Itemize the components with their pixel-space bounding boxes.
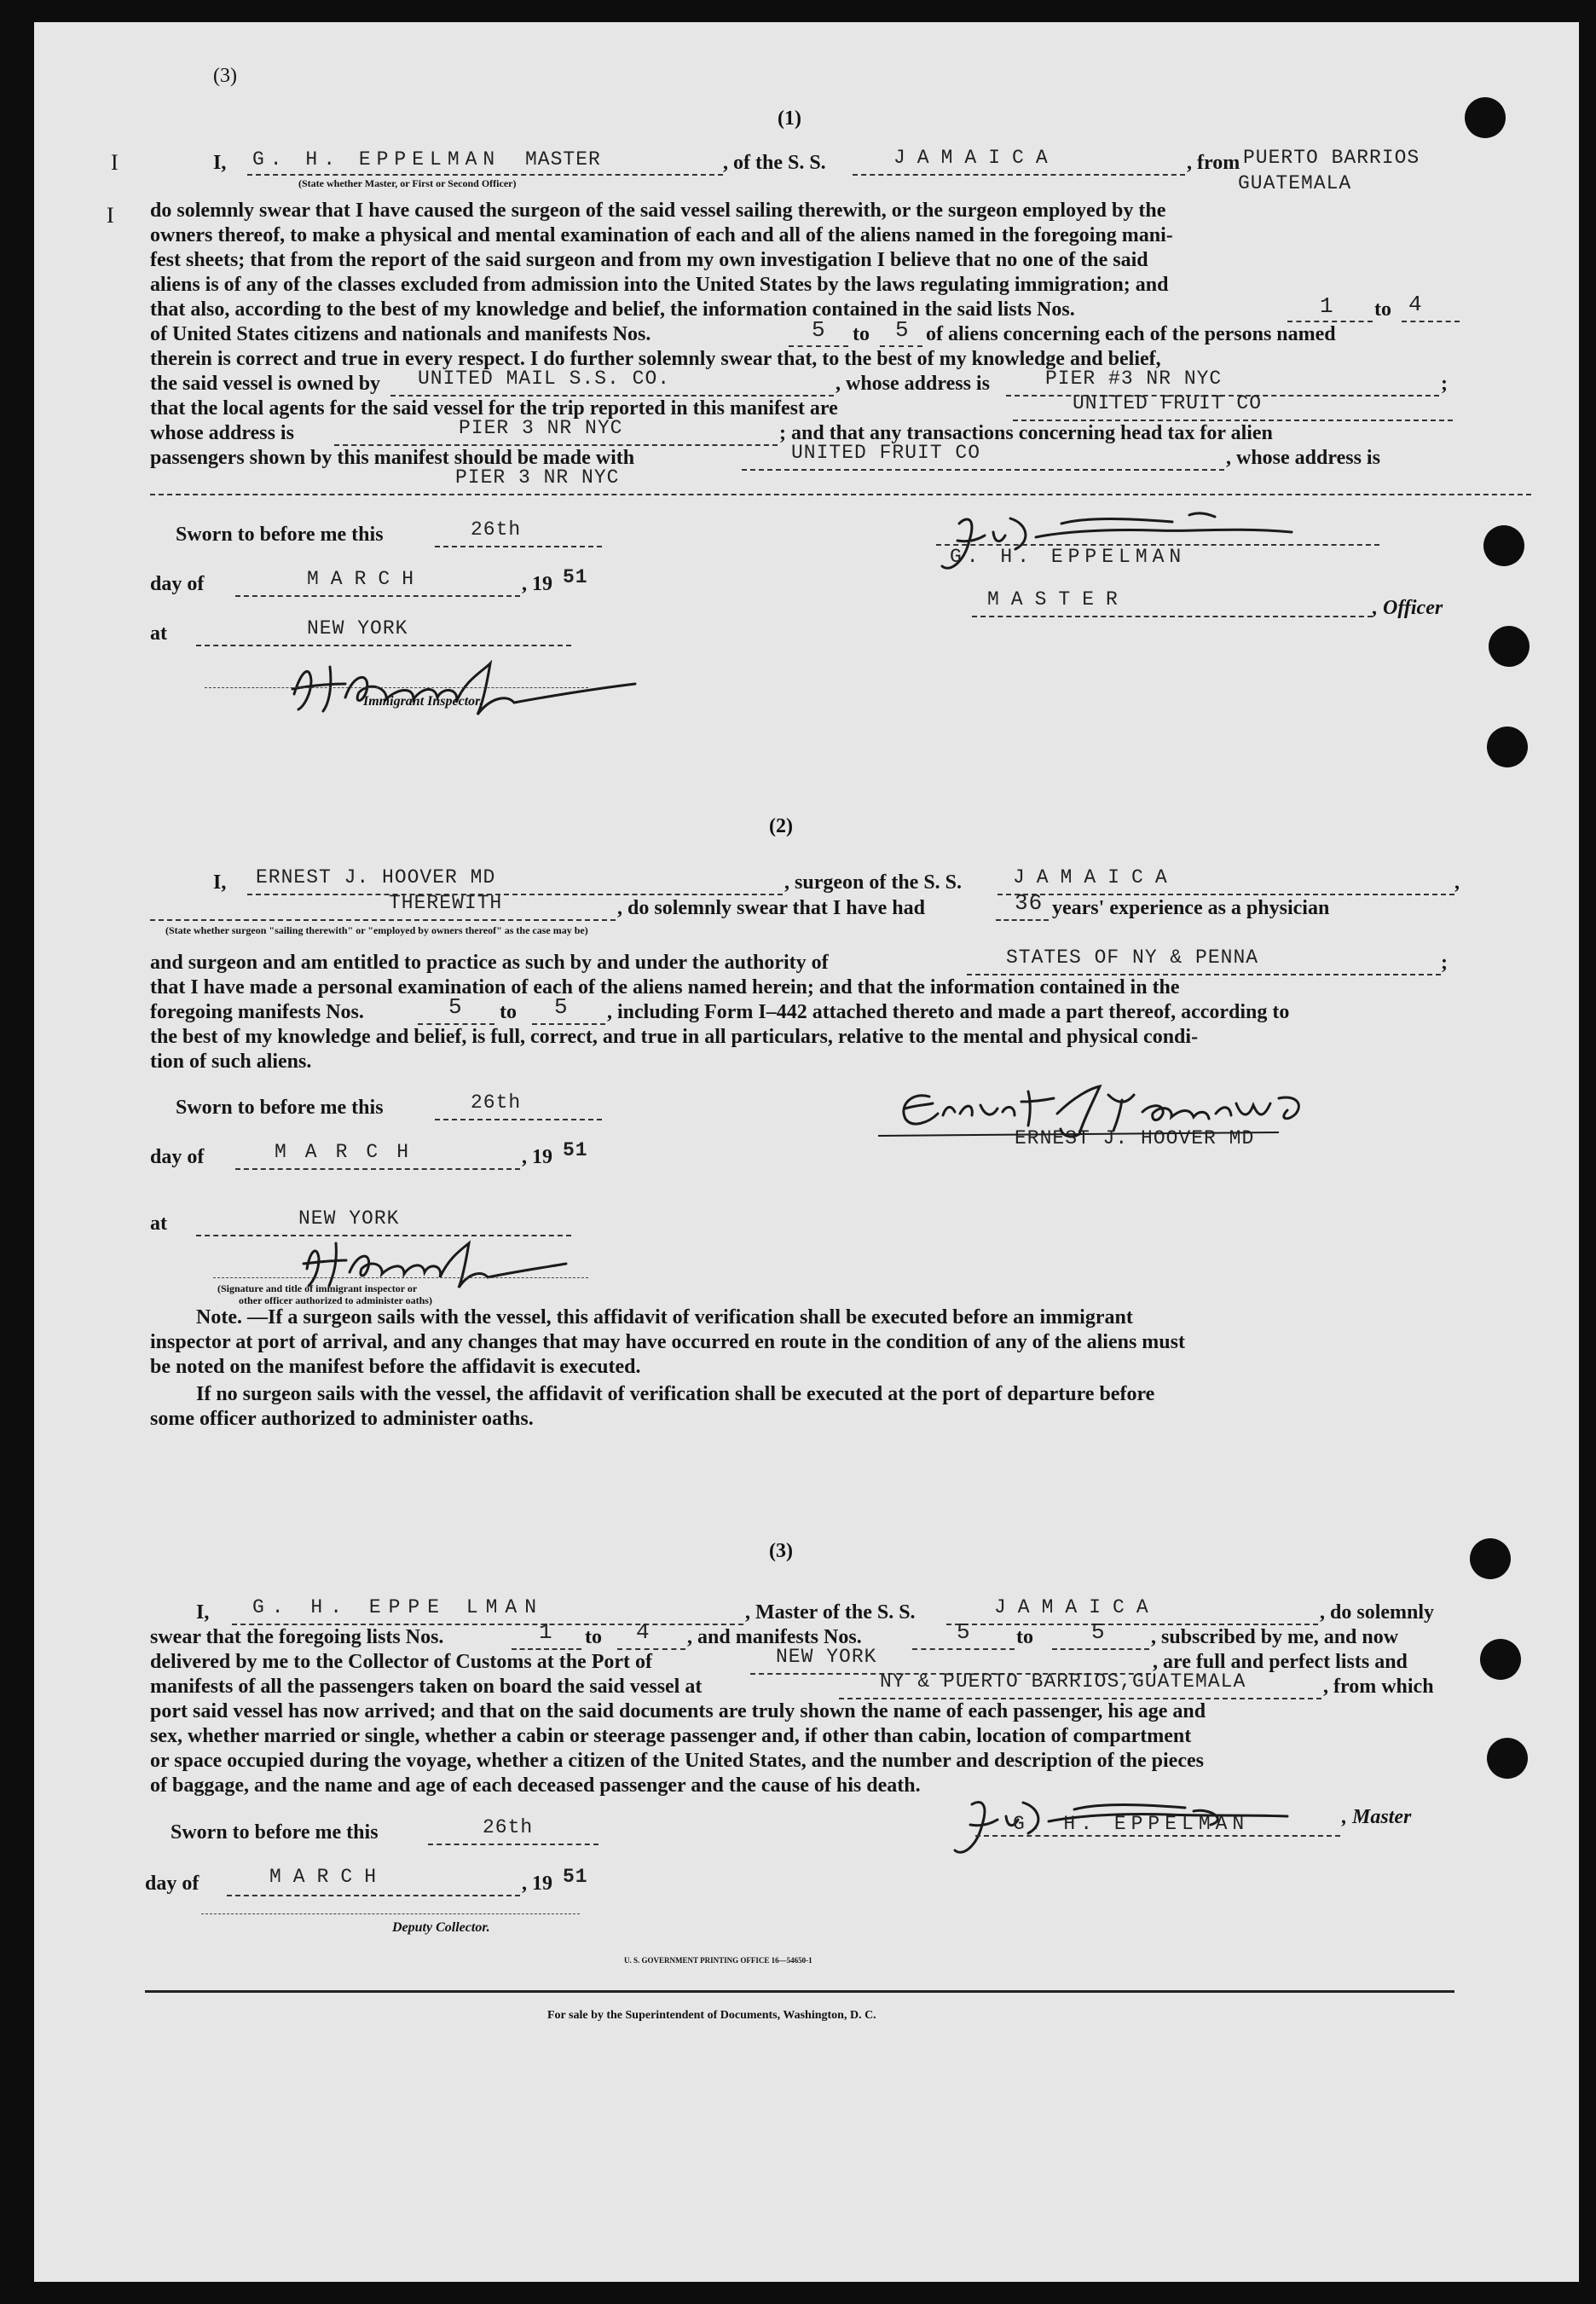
s1-sworn-day: 26th	[471, 518, 522, 541]
s1-officer-title-line	[972, 616, 1373, 617]
s1-semicolon: ;	[1441, 373, 1448, 395]
s1-text: whose address is	[150, 422, 294, 444]
s3-text: , from which	[1323, 1676, 1434, 1698]
s2-years-line	[996, 919, 1049, 921]
printing-office: U. S. GOVERNMENT PRINTING OFFICE 16—54650-1	[624, 1956, 812, 1965]
s2-sig-note: (Signature and title of immigrant inspector or	[217, 1282, 418, 1294]
s1-to: to	[853, 323, 870, 345]
margin-mark: I	[111, 150, 119, 175]
document-page	[34, 22, 1579, 2282]
s1-headtax-line	[742, 469, 1224, 471]
binder-hole	[1470, 1538, 1511, 1579]
s1-text: ; and that any transactions concerning head tax for alien	[779, 422, 1273, 444]
s2-day-of: day of	[150, 1146, 205, 1168]
s2-sailing-line	[150, 919, 616, 921]
s2-sworn-day: 26th	[471, 1091, 522, 1114]
s1-lists-to-line	[1402, 321, 1460, 322]
s1-owner-line	[390, 395, 834, 397]
s2-man-from-line	[418, 1023, 494, 1025]
s2-name-line	[247, 894, 783, 895]
s2-sworn-label: Sworn to before me this	[176, 1097, 384, 1119]
s3-text: , do solemnly	[1320, 1601, 1435, 1624]
s2-surgeon-typed: ERNEST J. HOOVER MD	[1015, 1127, 1255, 1149]
s1-master-title: MASTER	[525, 148, 601, 171]
s2-note-text: inspector at port of arrival, and any changes that may have occurred en route in the condition of any of the aliens must	[150, 1331, 1185, 1353]
s1-prefix: I,	[213, 152, 227, 174]
s3-sworn-day: 26th	[483, 1816, 534, 1838]
s2-text: , do solemnly swear that I have had	[617, 897, 925, 919]
s1-year: 51	[563, 566, 588, 588]
s3-year: 51	[563, 1866, 588, 1888]
s3-prefix: I,	[196, 1601, 210, 1624]
s1-place: NEW YORK	[307, 617, 408, 640]
s2-comma: ,	[1454, 871, 1460, 894]
footer-rule	[145, 1990, 1454, 1993]
s3-text: of baggage, and the name and age of each deceased passenger and the cause of his death.	[150, 1774, 921, 1797]
for-sale-note: For sale by the Superintendent of Documents, Washington, D. C.	[547, 2009, 876, 2022]
s2-note-text: If no surgeon sails with the vessel, the affidavit of verification shall be executed at the port of departure before	[196, 1383, 1155, 1405]
s3-text: delivered by me to the Collector of Customs at the Port of	[150, 1651, 652, 1673]
corner-mark: (3)	[213, 65, 237, 87]
s3-sworn-label: Sworn to before me this	[171, 1821, 379, 1844]
s3-text: , subscribed by me, and now	[1151, 1626, 1399, 1648]
s1-officer-title: MASTER	[987, 588, 1130, 611]
s3-master-name: G. H. EPPE LMAN	[252, 1596, 545, 1618]
s1-man-to-line	[880, 345, 922, 347]
s3-deputy-label: Deputy Collector.	[392, 1920, 490, 1935]
s2-text: that I have made a personal examination of each of the aliens named herein; and that the information contained in the	[150, 976, 1180, 999]
binder-hole	[1480, 1639, 1521, 1680]
s2-month-line	[235, 1168, 520, 1170]
s3-ship-line	[946, 1624, 1318, 1625]
s1-headtax-party: UNITED FRUIT CO	[791, 442, 981, 464]
s2-text: , including Form I–442 attached thereto and made a part thereof, according to	[607, 1001, 1290, 1023]
s3-master-typed: G. H. EPPELMAN	[1013, 1813, 1250, 1835]
s1-month: MARCH	[307, 568, 426, 590]
s1-inspector-line	[205, 687, 588, 688]
s1-manifests-from: 5	[812, 317, 826, 343]
s1-agents-address: PIER 3 NR NYC	[459, 417, 623, 439]
s1-officer-name: G. H. EPPELMAN	[950, 546, 1187, 568]
s2-text: years' experience as a physician	[1052, 897, 1330, 919]
s2-note-text: —If a surgeon sails with the vessel, this affidavit of verification shall be executed before an immigrant	[247, 1306, 1133, 1329]
s2-prefix: I,	[213, 871, 227, 894]
s1-text: fest sheets; that from the report of the said surgeon and from my own investigation I believe that no one of the said	[150, 249, 1148, 271]
s3-text: swear that the foregoing lists Nos.	[150, 1626, 444, 1648]
s1-text: of aliens concerning each of the persons named	[926, 323, 1336, 345]
s1-from-country: GUATEMALA	[1238, 172, 1352, 194]
s1-of-the-ss: , of the S. S.	[723, 152, 826, 174]
s3-ports-taken-line	[839, 1698, 1321, 1699]
binder-hole	[1489, 626, 1530, 667]
s2-text: foregoing manifests Nos.	[150, 1001, 364, 1023]
s1-lists-from: 1	[1320, 293, 1334, 319]
s3-day-of: day of	[145, 1873, 200, 1895]
s1-manifests-to: 5	[895, 317, 910, 343]
s2-text: tion of such aliens.	[150, 1051, 312, 1073]
binder-hole	[1465, 97, 1506, 138]
s2-place-line	[196, 1235, 571, 1236]
s2-authority-line	[967, 974, 1441, 975]
s1-ship-line	[853, 174, 1185, 176]
s1-headtax-address: PIER 3 NR NYC	[455, 466, 620, 489]
s1-text: therein is correct and true in every respect. I do further solemnly swear that, to the best of my knowledge and belief,	[150, 348, 1161, 370]
s3-text: sex, whether married or single, whether a cabin or steerage passenger and, if other than cabin, location of compartment	[150, 1725, 1192, 1747]
s1-text: aliens is of any of the classes excluded from admission into the United States by the laws regulating immigration; and	[150, 274, 1169, 296]
s3-master-line	[975, 1835, 1340, 1837]
s3-text: , and manifests Nos.	[687, 1626, 862, 1648]
s2-man-from: 5	[448, 994, 463, 1020]
s1-text: , whose address is	[1226, 447, 1380, 469]
s3-master-of: , Master of the S. S.	[745, 1601, 916, 1624]
s3-lists-from: 1	[539, 1619, 553, 1645]
s3-ship-name: JAMAICA	[994, 1596, 1160, 1618]
s2-state-note: (State whether surgeon "sailing therewith" or "employed by owners thereof" as the case may be)	[165, 924, 588, 936]
s3-man-from: 5	[957, 1619, 971, 1645]
binder-hole	[1487, 727, 1528, 767]
s1-lists-from-line	[1287, 321, 1373, 322]
s3-ports-taken: NY & PUERTO BARRIOS,GUATEMALA	[880, 1670, 1246, 1693]
s3-text: , are full and perfect lists and	[1153, 1651, 1408, 1673]
s1-name-line	[247, 174, 723, 176]
s1-from-port: PUERTO BARRIOS	[1243, 147, 1420, 169]
s1-master-name: G. H. EPPELMAN	[252, 148, 501, 171]
s3-text: manifests of all the passengers taken on board the said vessel at	[150, 1676, 703, 1698]
s2-sailing: THEREWITH	[389, 892, 503, 914]
s2-sworn-day-line	[435, 1119, 602, 1120]
s2-ship-name: JAMAICA	[1013, 866, 1179, 889]
s1-at: at	[150, 622, 167, 645]
s3-sworn-day-line	[428, 1844, 598, 1845]
s2-place: NEW YORK	[298, 1207, 400, 1230]
s2-authority: STATES OF NY & PENNA	[1006, 946, 1259, 969]
s2-to: to	[500, 1001, 517, 1023]
s2-ship-line	[998, 894, 1454, 895]
s2-note-label: Note.	[196, 1306, 242, 1329]
s2-surgeon-of: , surgeon of the S. S.	[784, 871, 963, 894]
s1-place-line	[196, 645, 571, 646]
s1-year-prefix: , 19	[522, 573, 552, 595]
section-1-number: (1)	[778, 107, 801, 130]
s1-from-label: , from	[1187, 152, 1240, 174]
s1-lists-to: 4	[1408, 292, 1423, 317]
s2-text: and surgeon and am entitled to practice as such by and under the authority of	[150, 952, 829, 974]
s3-month: MARCH	[269, 1866, 389, 1888]
s1-owner: UNITED MAIL S.S. CO.	[418, 368, 671, 390]
s1-text: that the local agents for the said vessel for the trip reported in this manifest are	[150, 397, 838, 420]
s1-text: do solemnly swear that I have caused the surgeon of the said vessel sailing therewith, or the surgeon employed by the	[150, 200, 1166, 222]
s1-ship-name: JAMAICA	[893, 147, 1060, 169]
s1-owner-address: PIER #3 NR NYC	[1045, 368, 1223, 390]
section-3-number: (3)	[769, 1540, 793, 1562]
s2-note-text: some officer authorized to administer oaths.	[150, 1408, 534, 1430]
s2-semicolon: ;	[1441, 952, 1448, 974]
s1-month-line	[235, 595, 520, 597]
s2-man-to: 5	[554, 994, 569, 1020]
s2-note-text: be noted on the manifest before the affidavit is executed.	[150, 1356, 641, 1378]
s1-state-note: (State whether Master, or First or Second Officer)	[298, 177, 517, 189]
s2-text: the best of my knowledge and belief, is full, correct, and true in all particulars, relative to the mental and physical condi-	[150, 1026, 1199, 1048]
binder-hole	[1487, 1738, 1528, 1779]
s3-man-from-line	[912, 1648, 1015, 1650]
s3-port: NEW YORK	[776, 1646, 877, 1668]
s3-month-line	[227, 1895, 520, 1896]
s1-text: the said vessel is owned by	[150, 373, 381, 395]
section-2-number: (2)	[769, 815, 793, 837]
s1-man-from-line	[789, 345, 848, 347]
s1-officer-label: , Officer	[1373, 597, 1443, 619]
margin-mark: I	[107, 203, 114, 228]
s1-headtax-address-line	[150, 494, 1531, 495]
s3-to: to	[585, 1626, 602, 1648]
s1-text: owners thereof, to make a physical and mental examination of each and all of the aliens named in the foregoing mani-	[150, 224, 1173, 246]
s3-master-label: , Master	[1342, 1806, 1412, 1828]
s1-text: that also, according to the best of my knowledge and belief, the information contained in the said lists Nos.	[150, 298, 1075, 321]
s3-to: to	[1016, 1626, 1033, 1648]
binder-hole	[1483, 525, 1524, 566]
s3-man-to: 5	[1091, 1619, 1106, 1645]
s1-sworn-day-line	[435, 546, 602, 547]
s3-text: or space occupied during the voyage, whether a citizen of the United States, and the number and description of the pieces	[150, 1750, 1204, 1772]
s1-agents-address-line	[334, 444, 778, 446]
s2-years: 36	[1015, 890, 1044, 916]
s1-to: to	[1374, 298, 1391, 321]
s1-text: , whose address is	[836, 373, 990, 395]
s2-year: 51	[563, 1139, 588, 1161]
s3-man-to-line	[1052, 1648, 1149, 1650]
s2-sig-note: other officer authorized to administer oaths)	[239, 1294, 432, 1306]
s1-text: passengers shown by this manifest should be made with	[150, 447, 635, 469]
s2-month: MARCH	[275, 1141, 428, 1163]
s1-agents-line	[1013, 420, 1453, 421]
s3-lists-to: 4	[636, 1619, 651, 1645]
s3-lists-to-line	[617, 1648, 685, 1650]
s2-surgeon-name: ERNEST J. HOOVER MD	[256, 866, 496, 889]
s1-text: of United States citizens and nationals and manifests Nos.	[150, 323, 651, 345]
s3-text: port said vessel has now arrived; and that on the said documents are truly shown the name of each passenger, his age and	[150, 1700, 1206, 1722]
s2-year-prefix: , 19	[522, 1146, 552, 1168]
s1-inspector-label: Immigrant Inspector.	[363, 694, 483, 709]
s3-deputy-line	[201, 1913, 580, 1914]
s3-year-prefix: , 19	[522, 1873, 552, 1895]
s2-at: at	[150, 1213, 167, 1235]
s3-lists-from-line	[512, 1648, 581, 1650]
s2-man-to-line	[532, 1023, 605, 1025]
s1-day-of: day of	[150, 573, 205, 595]
s2-inspector-line	[213, 1277, 588, 1278]
s3-name-line	[232, 1624, 743, 1625]
s2-inspector-signature	[298, 1238, 571, 1289]
s1-sworn-label: Sworn to before me this	[176, 524, 384, 546]
s1-agents: UNITED FRUIT CO	[1073, 392, 1263, 414]
